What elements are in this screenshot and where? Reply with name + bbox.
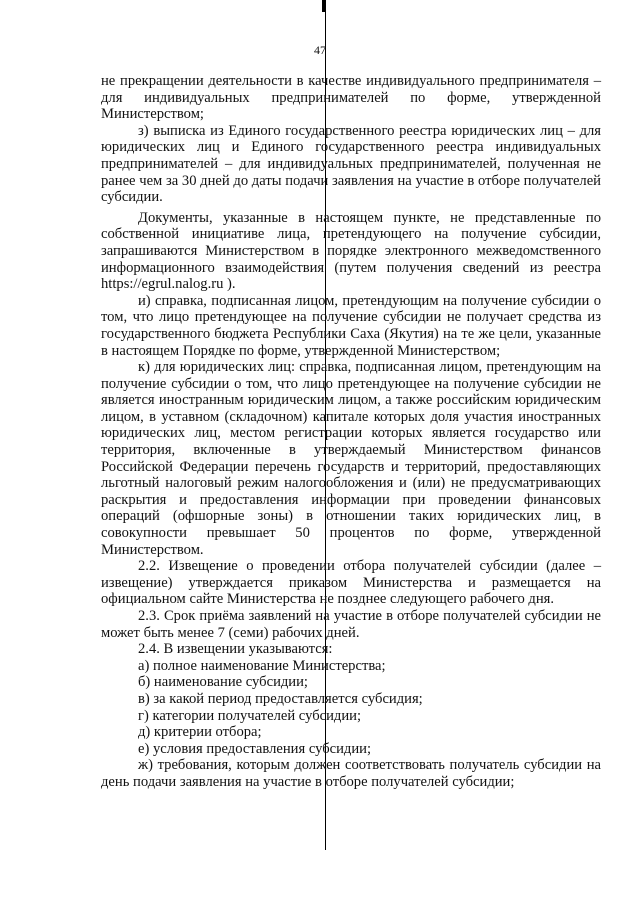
page-number: 47 [314, 43, 326, 57]
paragraph: з) выписка из Единого государственного реестра юридических лиц – для юридических лиц и Единого государственного реестра индивидуальных предпринимателей – для индивидуальных предпринимателей, полученная не ранее чем за 30 дней до даты подачи заявления на участие в отборе получателей субсидии. [101, 122, 601, 206]
paragraph: д) критерии отбора; [138, 724, 262, 741]
paragraph: в) за какой период предоставляется субсидия; [138, 690, 423, 707]
paragraph: Документы, указанные в настоящем пункте, не представленные по собственной инициативе лица, претендующего на получение субсидии, запрашиваются Министерством в порядке электронного межведомственного информационного взаимодействия (путем получения сведений из реестра https://egrul.nalog.ru ). [101, 209, 601, 293]
paragraph: 2.4. В извещении указываются: [138, 641, 333, 658]
paragraph: 2.3. Срок приёма заявлений на участие в отборе получателей субсидии не может быть менее 7 (семи) рабочих дней. [101, 608, 601, 641]
paragraph: не прекращении деятельности в качестве индивидуального предпринимателя – для индивидуальных предпринимателей по форме, утвержденной Министерством; [101, 73, 601, 123]
paragraph: и) справка, подписанная лицом, претендующим на получение субсидии о том, что лицо претендующее на получение субсидии не получает средства из государственного бюджета Республики Саха (Якутия) на те же цели, указанные в настоящем Порядке по форме, утвержденной Министерством; [101, 292, 601, 359]
paragraph: а) полное наименование Министерства; [138, 657, 386, 674]
paragraph: г) категории получателей субсидии; [138, 707, 362, 724]
document-body [101, 73, 601, 791]
paragraph: е) условия предоставления субсидии; [138, 740, 372, 757]
paragraph: б) наименование субсидии; [138, 674, 308, 691]
paragraph: ж) требования, которым должен соответствовать получатель субсидии на день подачи заявления на участие в отборе получателей субсидии; [101, 757, 601, 790]
paragraph: 2.2. Извещение о проведении отбора получателей субсидии (далее – извещение) утверждается приказом Министерства и размещается на официальном сайте Министерства не позднее следующего рабочего дня. [101, 558, 601, 608]
paragraph: к) для юридических лиц: справка, подписанная лицом, претендующим на получение субсидии о том, что лицо претендующее на получение субсидии не является иностранным юридическим лицом, а также российским юридическим лицом, в уставном (складочном) капитале которых доля участия иностранных юридических лиц, местом регистрации которых является государство или территория, включенные в утверждаемый Министерством финансов Российской Федерации перечень государств и территорий, предоставляющих льготный налоговый режим налогообложения и (или) не предусматривающих раскрытия и предоставления информации при проведении финансовых операций (офшорные зоны) в отношении таких юридических лиц, в совокупности превышает 50 процентов по форме, утвержденной Министерством. [101, 359, 601, 558]
